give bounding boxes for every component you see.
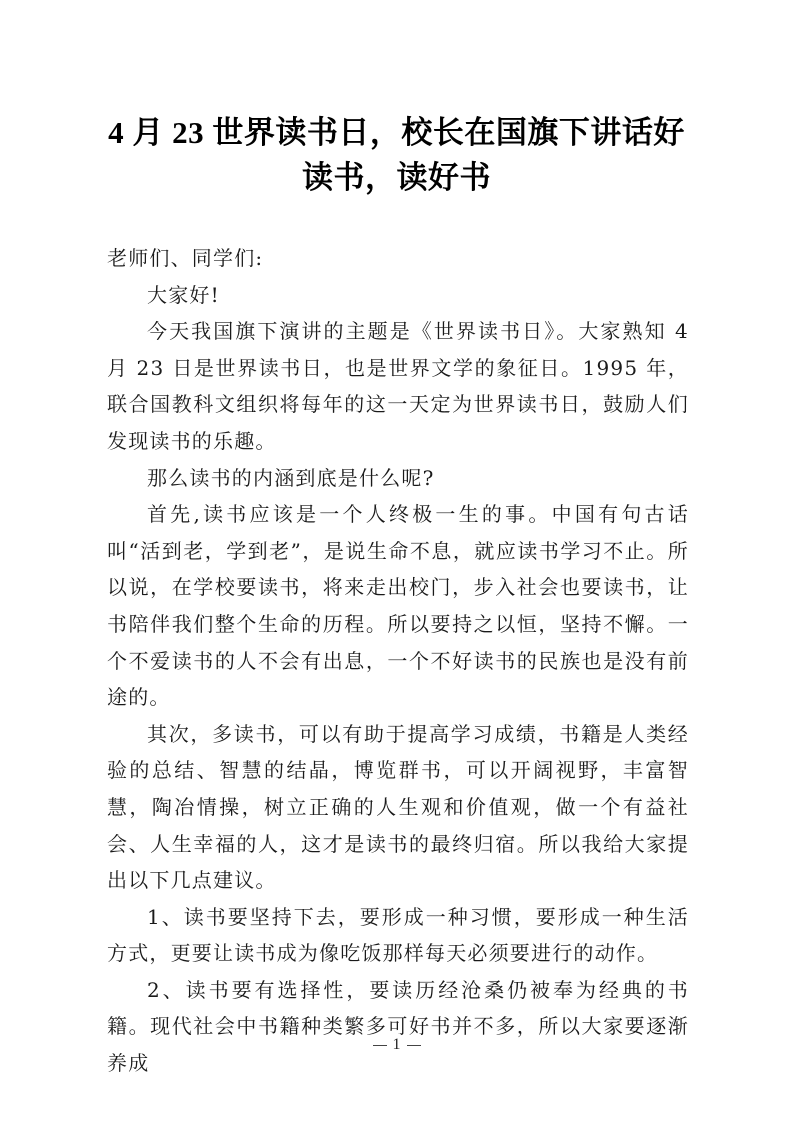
paragraph-question: 那么读书的内涵到底是什么呢? [147,465,435,490]
salutation: 老师们、同学们: [107,246,264,270]
footer-dash-right [407,1045,421,1046]
paragraph-first-point: 首先,读书应该是一个人终极一生的事。中国有句古话叫“活到老，学到老”，是说生命不息，就应读书学习不止。所以说，在学校要读书，将来走出校门，步入社会也要读书，让书陪伴我们整个生命的历程。所以要持之以恒，坚持不懈。一个不爱读书的人不会有出息，一个不好读书的民族也是没有前途的。 [107,502,689,710]
title-line-2: 读书，读好书 [302,160,491,195]
title-line-1: 4 月 23 世界读书日，校长在国旗下讲话好 [108,115,685,150]
paragraph-greeting: 大家好! [147,282,220,307]
page-number: 1 [392,1036,401,1053]
paragraph-suggestion-2: 2、读书要有选择性，要读历经沧桑仍被奉为经典的书籍。现代社会中书籍种类繁多可好书并不多，所以大家要逐渐养成 [107,977,689,1076]
paragraph-second-point: 其次，多读书，可以有助于提高学习成绩，书籍是人类经验的总结、智慧的结晶，博览群书，可以开阔视野，丰富智慧，陶冶情操，树立正确的人生观和价值观，做一个有益社会、人生幸福的人，这才是读书的最终归宿。所以我给大家提出以下几点建议。 [107,721,689,893]
paragraph-intro: 今天我国旗下演讲的主题是《世界读书日》。大家熟知 4 月 23 日是世界读书日，也是世界文学的象征日。1995 年，联合国教科文组织将每年的这一天定为世界读书日，鼓励人们发现读书的乐趣。 [107,319,689,453]
paragraph-suggestion-1: 1、读书要坚持下去，要形成一种习惯，要形成一种生活方式，更要让读书成为像吃饭那样每天必须要进行的动作。 [107,904,689,966]
page-footer [0,1036,793,1054]
footer-dash-left [373,1045,387,1046]
document-body [107,240,689,1082]
document-title [100,110,693,200]
